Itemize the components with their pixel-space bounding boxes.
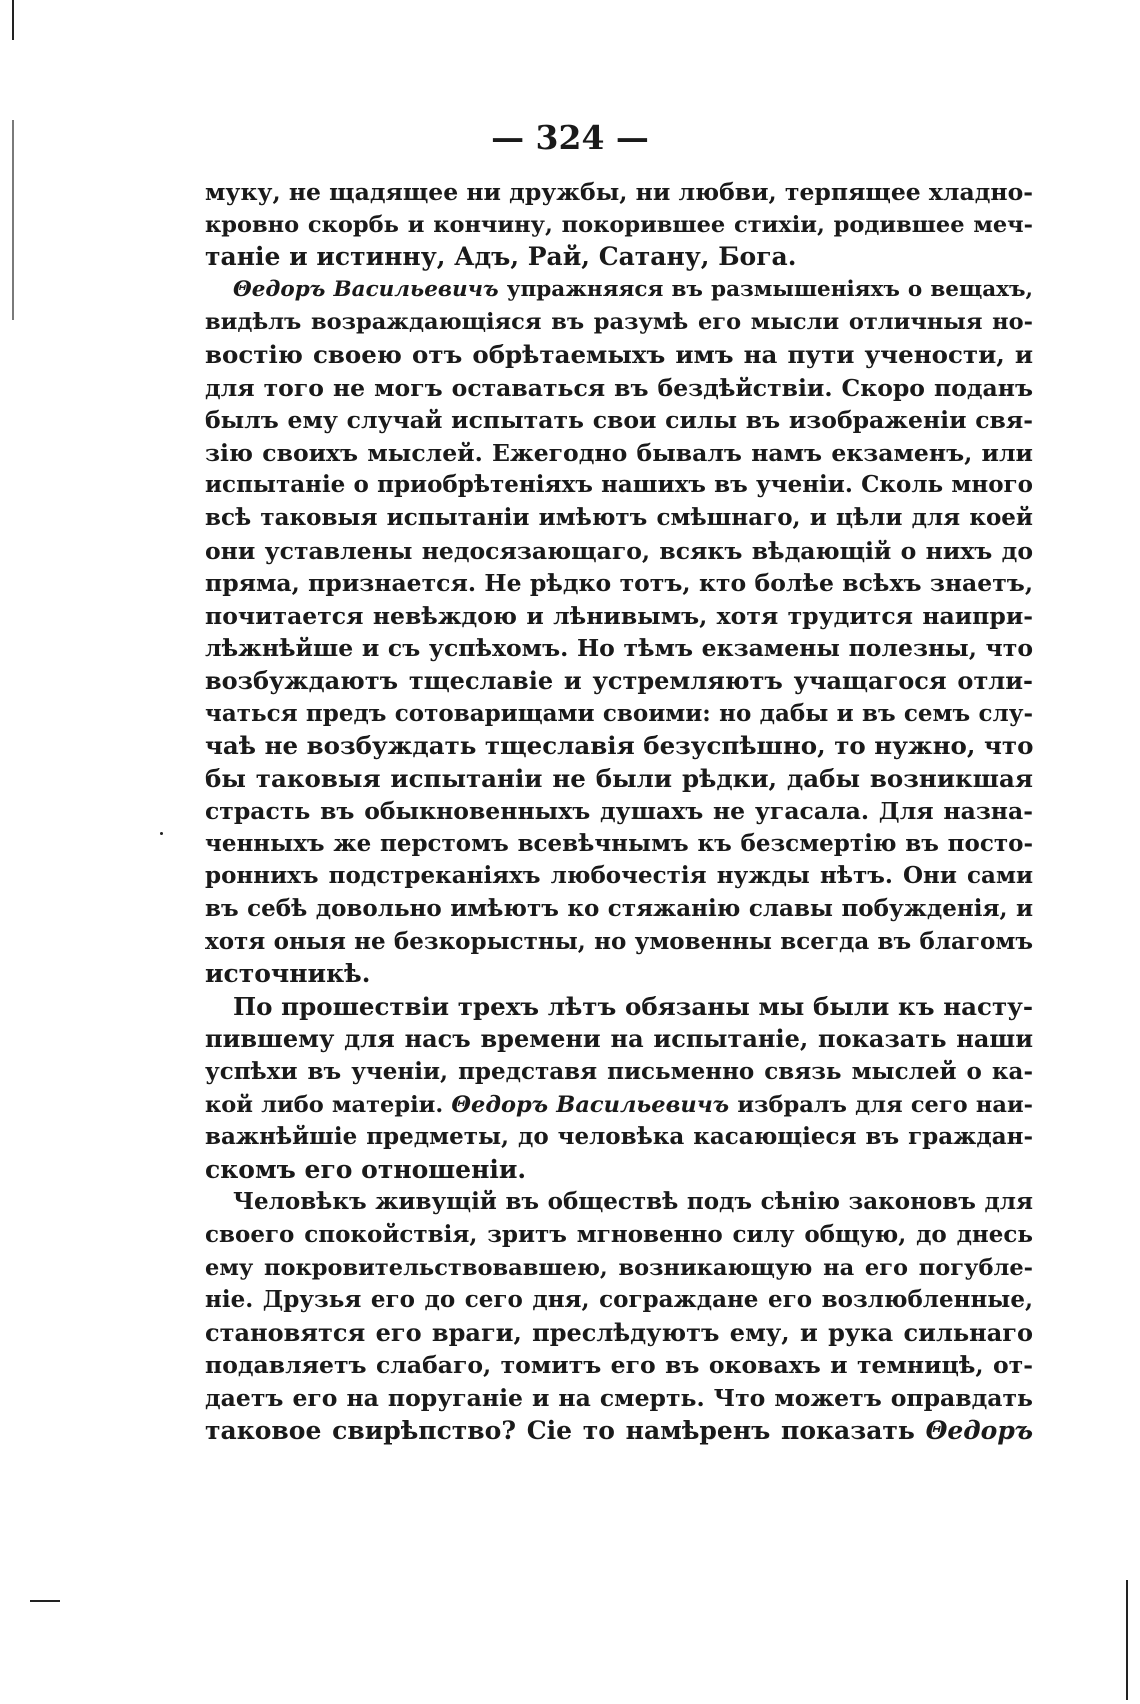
text-line: становятся его враги, преслѣдуютъ ему, и рука сильнаго <box>205 1317 1033 1347</box>
text-line: востію своею отъ обрѣтаемыхъ имъ на пути учености, и <box>205 339 1033 369</box>
text-line: таніе и истинну, Адъ, Рай, Сатану, Бога. <box>205 242 797 272</box>
text-line <box>205 1089 1033 1122</box>
text-line: кровно скорбь и кончину, покорившее стихіи, родившее меч- <box>205 211 1033 238</box>
text-line: пившему для насъ времени на испытаніе, показать наши <box>205 1024 1033 1054</box>
text-line: страсть въ обыкновенныхъ душахъ не угасала. Для назна- <box>205 797 1033 826</box>
text-line <box>205 1415 1033 1448</box>
text-line: бы таковыя испытаніи не были рѣдки, дабы возникшая <box>205 763 1033 793</box>
text-line: источникѣ. <box>205 959 371 989</box>
text-line: Человѣкъ живущій въ обществѣ подъ сѣнію законовъ для <box>233 1188 1033 1216</box>
text-line: ченныхъ же перстомъ всевѣчнымъ къ безсмертію въ посто- <box>205 829 1033 857</box>
text-line: своего спокойствія, зритъ мгновенно силу общую, до днесь <box>205 1221 1033 1248</box>
text-line: возбуждаютъ тщеславіе и устремляютъ учащагося отли- <box>205 665 1033 695</box>
scan-mark-left-top <box>12 0 14 40</box>
text-line: чаться предъ сотоварищами своими: но дабы и въ семъ слу- <box>205 699 1033 727</box>
scan-dot <box>160 832 163 835</box>
text-line: муку, не щадящее ни дружбы, ни любви, терпящее хладно- <box>205 178 1034 206</box>
text-line: ніе. Друзья его до сего дня, сограждане его возлюбленные, <box>205 1286 1033 1314</box>
text-line: всѣ таковыя испытаніи имѣютъ смѣшнаго, и цѣли для коей <box>205 503 1033 531</box>
text-line: видѣлъ возраждающіяся въ разумѣ его мысли отличныя но- <box>205 309 1033 336</box>
scan-dash-bottom-left <box>30 1600 60 1602</box>
text-segment: упражняяся въ размышеніяхъ о вещахъ, <box>498 276 1033 302</box>
italic-name: Θедоръ Васильевичъ <box>451 1091 730 1118</box>
text-line: зію своихъ мыслей. Ежегодно бывалъ намъ екзаменъ, или <box>205 438 1033 467</box>
text-line: даетъ его на поруганіе и на смерть. Что можетъ оправдать <box>205 1383 1033 1412</box>
italic-name: Θедоръ <box>925 1415 1033 1445</box>
text-line <box>205 274 1033 307</box>
text-line: былъ ему случай испытать свои силы въ изображеніи свя- <box>205 406 1033 435</box>
text-segment: избралъ для сего наи- <box>729 1091 1033 1118</box>
text-line: скомъ его отношеніи. <box>205 1154 527 1184</box>
text-line: хотя оныя не безкорыстны, но умовенны всегда въ благомъ <box>205 927 1033 955</box>
scan-mark-right-bottom <box>1126 1580 1128 1700</box>
text-line: для того не могъ оставаться въ бездѣйствіи. Скоро поданъ <box>205 373 1033 402</box>
text-line: успѣхи въ ученіи, представя письменно связь мыслей о ка- <box>205 1058 1033 1086</box>
text-line: важнѣйшіе предметы, до человѣка касающіеся въ граждан- <box>205 1123 1033 1151</box>
text-line: лѣжнѣйше и съ успѣхомъ. Но тѣмъ екзамены полезны, что <box>205 634 1033 663</box>
text-line: ему покровительствовавшею, возникающую на его погубле- <box>205 1254 1033 1281</box>
scan-mark-left-mid <box>12 120 14 320</box>
text-line: испытаніе о приобрѣтеніяхъ нашихъ въ ученіи. Сколь много <box>205 471 1033 499</box>
body-text <box>205 176 1033 1447</box>
text-line: въ себѣ довольно имѣютъ ко стяжанію славы побужденія, и <box>205 895 1033 923</box>
text-line: они уставлены недосязающаго, всякъ вѣдающій о нихъ до <box>205 536 1033 565</box>
text-line: почитается невѣждою и лѣнивымъ, хотя трудится наипри- <box>205 601 1033 630</box>
text-segment: кой либо матеріи. <box>205 1091 452 1118</box>
text-line: По прошествіи трехъ лѣтъ обязаны мы были къ насту- <box>233 991 1033 1021</box>
text-line: подавляетъ слабаго, томитъ его въ оковахъ и темницѣ, от- <box>205 1351 1033 1380</box>
italic-name: Θедоръ Васильевичъ <box>233 276 499 302</box>
text-line: пряма, признается. Не рѣдко тотъ, кто болѣе всѣхъ знаетъ, <box>205 569 1033 598</box>
text-segment: таковое свирѣпство? Сіе то намѣренъ показать <box>205 1415 926 1445</box>
text-line: роннихъ подстреканіяхъ любочестія нужды нѣтъ. Они сами <box>205 862 1033 890</box>
page-number: — 324 — <box>491 118 649 157</box>
text-line: чаѣ не возбуждать тщеславія безуспѣшно, то нужно, что <box>205 731 1034 761</box>
